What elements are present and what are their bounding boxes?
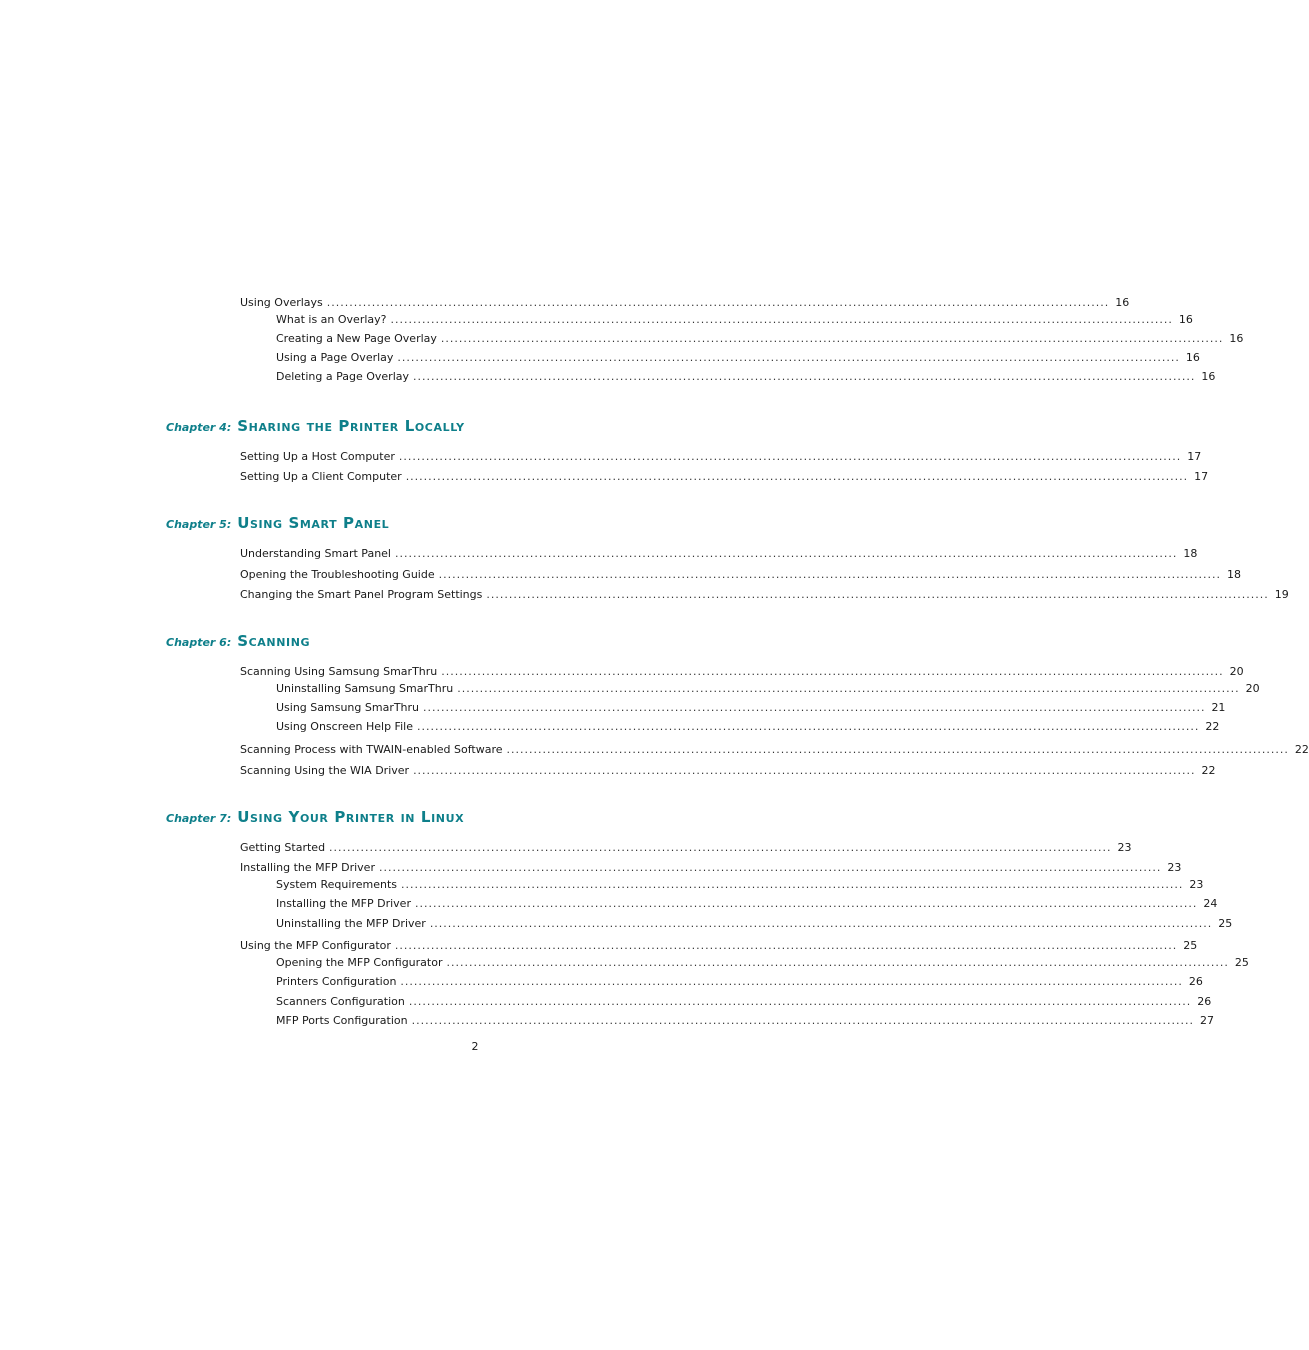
toc-entry-page: 17 — [1194, 470, 1209, 483]
toc-entry — [240, 840, 1132, 856]
toc-entry-title: Scanning Using the WIA Driver — [240, 764, 410, 777]
toc-entry-page: 20 — [1245, 682, 1260, 695]
toc-entry-page: 16 — [1115, 296, 1130, 309]
toc-entry-page: 16 — [1178, 313, 1193, 326]
page-number: 2 — [471, 1040, 479, 1053]
toc-entry-title: System Requirements — [276, 878, 397, 891]
toc-leader-dots: .............................................................................................................................................................................. — [397, 351, 1180, 364]
toc-entry — [240, 449, 1202, 465]
toc-leader-dots: .............................................................................................................................................................................. — [394, 939, 1178, 952]
toc-entry-page: 22 — [1205, 720, 1220, 733]
toc-entry-page: 16 — [1229, 332, 1244, 345]
toc-entry-title: Understanding Smart Panel — [240, 547, 391, 560]
toc-leader-dots: .............................................................................................................................................................................. — [486, 588, 1269, 601]
toc-entry-title: Using Overlays — [240, 296, 323, 309]
chapter-title: Using Smart Panel — [237, 514, 390, 532]
toc-entry — [240, 546, 1198, 562]
toc-leader-dots: .............................................................................................................................................................................. — [446, 956, 1229, 969]
toc-entry-title: Setting Up a Host Computer — [240, 450, 395, 463]
toc-leader-dots: .............................................................................................................................................................................. — [413, 764, 1196, 777]
toc-entry — [276, 955, 1249, 971]
chapter-number: Chapter 4: — [166, 421, 232, 434]
toc-leader-dots: .............................................................................................................................................................................. — [390, 313, 1173, 326]
toc-entry — [276, 994, 1212, 1010]
toc-entry-title: Deleting a Page Overlay — [276, 370, 410, 383]
toc-leader-dots: .............................................................................................................................................................................. — [414, 897, 1198, 910]
toc-entry — [240, 587, 1289, 603]
toc-entry-title: Scanning Process with TWAIN-enabled Software — [240, 743, 503, 756]
toc-entry — [276, 719, 1220, 735]
toc-entry-title: Using the MFP Configurator — [240, 939, 391, 952]
toc-entry-page: 21 — [1211, 701, 1226, 714]
toc-entry-page: 19 — [1274, 588, 1289, 601]
toc-leader-dots: .............................................................................................................................................................................. — [411, 1014, 1194, 1027]
toc-entry-title: Changing the Smart Panel Program Settings — [240, 588, 483, 601]
toc-entry-page: 27 — [1200, 1014, 1214, 1027]
chapter-title: Using Your Printer in Linux — [237, 808, 465, 826]
toc-entry-title: Uninstalling the MFP Driver — [276, 917, 426, 930]
chapter-heading — [166, 808, 464, 830]
chapter-number: Chapter 6: — [166, 636, 232, 649]
toc-entry-title: Scanning Using Samsung SmarThru — [240, 665, 438, 678]
toc-entry — [240, 763, 1216, 779]
toc-leader-dots: .............................................................................................................................................................................. — [378, 861, 1162, 874]
toc-entry-page: 16 — [1201, 370, 1216, 383]
toc-entry — [276, 331, 1244, 347]
toc-entry-title: What is an Overlay? — [276, 313, 387, 326]
toc-entry-title: Uninstalling Samsung SmarThru — [276, 682, 454, 695]
toc-entry-page: 20 — [1229, 665, 1244, 678]
toc-entry — [240, 295, 1130, 311]
toc-entry-page: 23 — [1117, 841, 1132, 854]
toc-entry-page: 23 — [1189, 878, 1204, 891]
toc-entry-title: Using a Page Overlay — [276, 351, 394, 364]
toc-entry-title: MFP Ports Configuration — [276, 1014, 408, 1027]
toc-leader-dots: .............................................................................................................................................................................. — [429, 917, 1213, 930]
toc-entry — [276, 681, 1260, 697]
toc-entry-title: Scanners Configuration — [276, 995, 405, 1008]
toc-entry-title: Installing the MFP Driver — [276, 897, 411, 910]
chapter-number: Chapter 5: — [166, 518, 232, 531]
toc-entry-title: Getting Started — [240, 841, 326, 854]
toc-entry-page: 16 — [1185, 351, 1200, 364]
toc-entry-page: 25 — [1183, 939, 1198, 952]
toc-leader-dots: .............................................................................................................................................................................. — [423, 701, 1206, 714]
toc-entry-title: Using Samsung SmarThru — [276, 701, 420, 714]
toc-entry — [276, 312, 1193, 328]
toc-entry-title: Printers Configuration — [276, 975, 397, 988]
toc-entry-page: 17 — [1187, 450, 1202, 463]
chapter-title: Sharing the Printer Locally — [237, 417, 465, 435]
toc-leader-dots: .............................................................................................................................................................................. — [408, 995, 1192, 1008]
toc-entry — [276, 877, 1204, 893]
toc-leader-dots: .............................................................................................................................................................................. — [405, 470, 1189, 483]
toc-entry-title: Opening the MFP Configurator — [276, 956, 443, 969]
toc-entry — [240, 860, 1182, 876]
toc-entry-page: 26 — [1197, 995, 1212, 1008]
toc-leader-dots: .............................................................................................................................................................................. — [506, 743, 1289, 756]
toc-entry-page: 25 — [1234, 956, 1249, 969]
toc-entry-page: 23 — [1167, 861, 1182, 874]
toc-leader-dots: .............................................................................................................................................................................. — [440, 332, 1224, 345]
toc-leader-dots: .............................................................................................................................................................................. — [400, 975, 1183, 988]
toc-entry — [276, 916, 1233, 932]
toc-entry — [276, 369, 1216, 385]
toc-entry-page: 22 — [1201, 764, 1216, 777]
toc-leader-dots: .............................................................................................................................................................................. — [413, 370, 1196, 383]
toc-leader-dots: .............................................................................................................................................................................. — [441, 665, 1224, 678]
toc-entry — [276, 974, 1203, 990]
toc-entry — [240, 742, 1309, 758]
chapter-title: Scanning — [237, 632, 311, 650]
toc-entry-page: 18 — [1227, 568, 1242, 581]
toc-entry-title: Installing the MFP Driver — [240, 861, 375, 874]
toc-entry-title: Setting Up a Client Computer — [240, 470, 402, 483]
toc-entry-page: 18 — [1183, 547, 1198, 560]
toc-entry — [240, 664, 1244, 680]
toc-entry-page: 22 — [1294, 743, 1309, 756]
chapter-heading — [166, 514, 389, 536]
chapter-heading — [166, 632, 310, 654]
toc-entry-title: Opening the Troubleshooting Guide — [240, 568, 435, 581]
toc-entry — [276, 1013, 1214, 1029]
toc-leader-dots: .............................................................................................................................................................................. — [401, 878, 1184, 891]
toc-leader-dots: .............................................................................................................................................................................. — [457, 682, 1240, 695]
toc-leader-dots: .............................................................................................................................................................................. — [326, 296, 1110, 309]
chapter-heading — [166, 417, 465, 439]
toc-leader-dots: .............................................................................................................................................................................. — [329, 841, 1112, 854]
toc-entry — [276, 896, 1218, 912]
toc-leader-dots: .............................................................................................................................................................................. — [438, 568, 1222, 581]
toc-entry-page: 26 — [1188, 975, 1203, 988]
toc-entry-title: Creating a New Page Overlay — [276, 332, 437, 345]
toc-leader-dots: .............................................................................................................................................................................. — [398, 450, 1182, 463]
toc-leader-dots: .............................................................................................................................................................................. — [395, 547, 1178, 560]
toc-entry — [240, 938, 1198, 954]
toc-entry — [240, 469, 1209, 485]
toc-entry-page: 24 — [1203, 897, 1218, 910]
chapter-number: Chapter 7: — [166, 812, 232, 825]
toc-entry — [240, 567, 1242, 583]
toc-entry — [276, 700, 1226, 716]
toc-entry-title: Using Onscreen Help File — [276, 720, 413, 733]
toc-entry-page: 25 — [1218, 917, 1233, 930]
toc-entry — [276, 350, 1200, 366]
toc-leader-dots: .............................................................................................................................................................................. — [416, 720, 1200, 733]
